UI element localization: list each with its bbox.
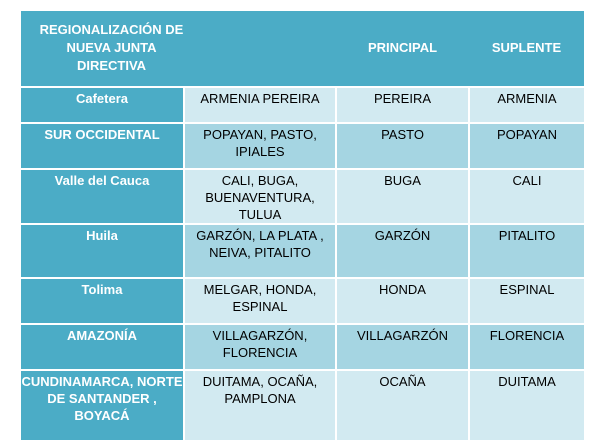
- table-row: [21, 123, 584, 169]
- cities-cell: DUITAMA, OCAÑA, PAMPLONA: [184, 370, 336, 440]
- cities-cell: CALI, BUGA, BUENAVENTURA, TULUA: [184, 169, 336, 224]
- suplente-cell: DUITAMA: [469, 370, 584, 440]
- region-cell: CUNDINAMARCA, NORTE DE SANTANDER , BOYACÁ: [21, 370, 184, 440]
- cities-cell: MELGAR, HONDA, ESPINAL: [184, 278, 336, 324]
- principal-cell: OCAÑA: [336, 370, 469, 440]
- principal-cell: PEREIRA: [336, 87, 469, 123]
- cities-cell: VILLAGARZÓN, FLORENCIA: [184, 324, 336, 370]
- cities-cell: POPAYAN, PASTO, IPIALES: [184, 123, 336, 169]
- principal-cell: HONDA: [336, 278, 469, 324]
- table-header-row: [21, 11, 584, 87]
- header-principal: [336, 11, 469, 87]
- suplente-cell: PITALITO: [469, 224, 584, 278]
- suplente-cell: FLORENCIA: [469, 324, 584, 370]
- cities-cell: GARZÓN, LA PLATA , NEIVA, PITALITO: [184, 224, 336, 278]
- table-row: [21, 370, 584, 440]
- principal-cell: GARZÓN: [336, 224, 469, 278]
- header-region: [21, 11, 184, 87]
- principal-cell: VILLAGARZÓN: [336, 324, 469, 370]
- suplente-cell: ARMENIA: [469, 87, 584, 123]
- header-cities: [184, 11, 336, 87]
- header-principal-label: PRINCIPAL: [367, 40, 438, 55]
- table-row: [21, 87, 584, 123]
- principal-cell: BUGA: [336, 169, 469, 224]
- region-cell: AMAZONÍA: [21, 324, 184, 370]
- principal-cell: PASTO: [336, 123, 469, 169]
- region-cell: SUR OCCIDENTAL: [21, 123, 184, 169]
- suplente-cell: ESPINAL: [469, 278, 584, 324]
- regionalization-table: [21, 11, 584, 440]
- region-cell: Tolima: [21, 278, 184, 324]
- table-row: [21, 324, 584, 370]
- header-suplente: [469, 11, 584, 87]
- header-region-label: REGIONALIZACIÓN DE NUEVA JUNTA DIRECTIVA: [39, 22, 184, 73]
- table-row: [21, 224, 584, 278]
- region-cell: Huila: [21, 224, 184, 278]
- cities-cell: ARMENIA PEREIRA: [184, 87, 336, 123]
- region-cell: Cafetera: [21, 87, 184, 123]
- suplente-cell: POPAYAN: [469, 123, 584, 169]
- header-suplente-label: SUPLENTE: [491, 40, 562, 55]
- region-cell: Valle del Cauca: [21, 169, 184, 224]
- table-row: [21, 278, 584, 324]
- table-row: [21, 169, 584, 224]
- suplente-cell: CALI: [469, 169, 584, 224]
